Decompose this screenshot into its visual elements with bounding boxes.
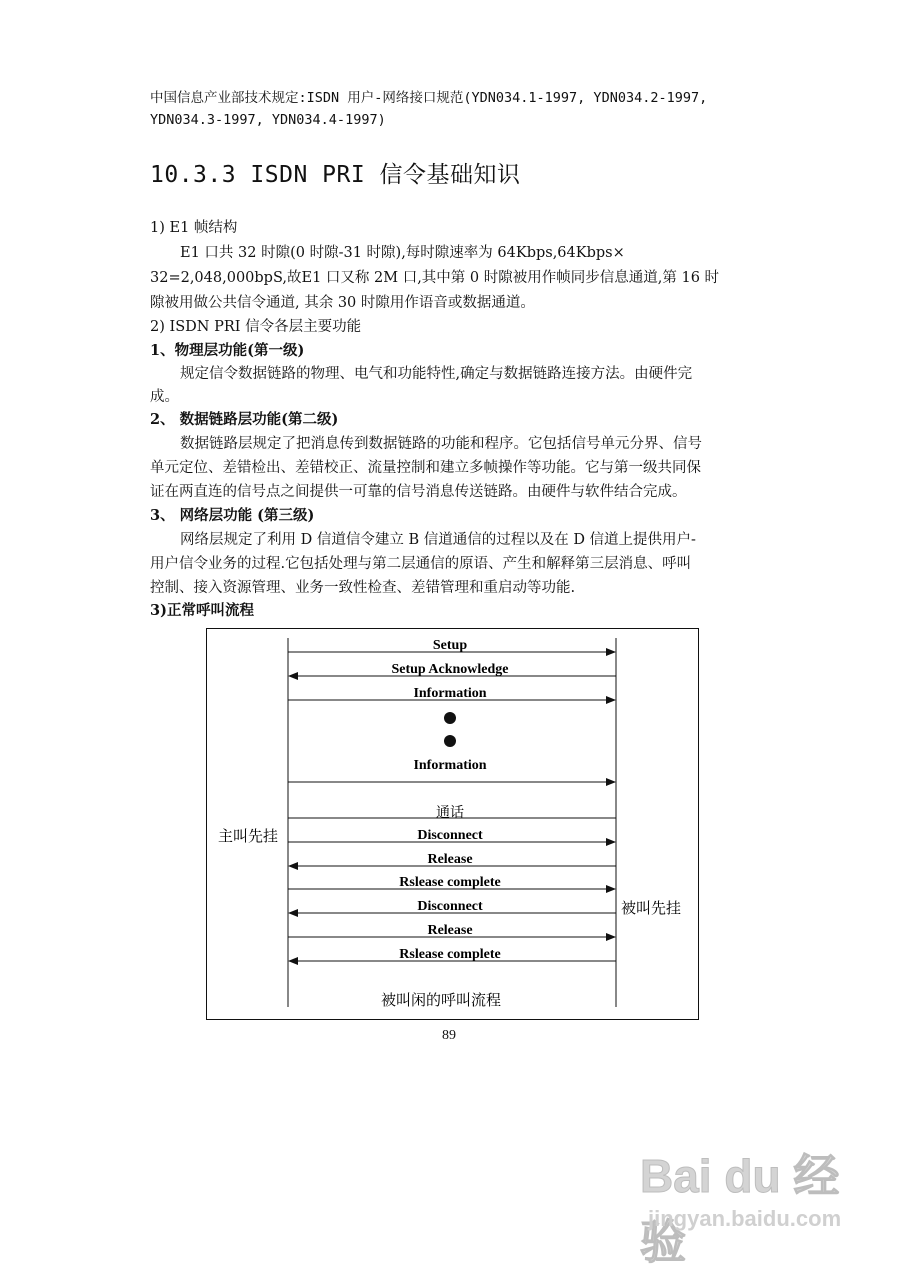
- message-label: Disconnect: [417, 828, 483, 843]
- network-layer-para-2: 用户信令业务的过程.它包括处理与第二层通信的原语、产生和解释第三层消息、呼叫: [150, 556, 692, 572]
- datalink-layer-para-1: 数据链路层规定了把消息传到数据链路的功能和程序。它包括信号单元分界、信号: [180, 436, 702, 452]
- physical-layer-para-1: 规定信令数据链路的物理、电气和功能特性,确定与数据链路连接方法。由硬件完: [180, 366, 693, 382]
- reference-line-2: YDN034.3-1997, YDN034.4-1997): [150, 112, 386, 128]
- baidu-jingyan-watermark: [640, 1140, 870, 1268]
- message-label: 通话: [436, 806, 464, 821]
- layers-heading: 2) ISDN PRI 信令各层主要功能: [150, 319, 362, 335]
- network-layer-para-1: 网络层规定了利用 D 信道信令建立 B 信道通信的过程以及在 D 信道上提供用户-: [180, 532, 696, 548]
- message-label: Rslease complete: [399, 875, 501, 890]
- network-layer-para-3: 控制、接入资源管理、业务一致性检查、差错管理和重启动等功能.: [150, 580, 576, 596]
- reference-line-1: 中国信息产业部技术规定:ISDN 用户-网络接口规范(YDN034.1-1997, YDN034.2-1997,: [150, 90, 708, 106]
- datalink-layer-para-3: 证在两直连的信号点之间提供一可靠的信号消息传送链路。由硬件与软件结合完成。: [150, 484, 687, 500]
- datalink-layer-para-2: 单元定位、差错检出、差错校正、流量控制和建立多帧操作等功能。它与第一级共同保: [150, 460, 701, 476]
- ellipsis-dot: [444, 735, 456, 747]
- e1-para-line-3: 隙被用做公共信令通道, 其余 30 时隙用作语音或数据通道。: [150, 295, 535, 311]
- message-label: Information: [413, 686, 487, 701]
- message-label: Release: [427, 923, 473, 938]
- message-label: Setup Acknowledge: [391, 662, 509, 677]
- watermark-url: jingyan.baidu.com: [648, 1206, 842, 1231]
- message-label: Rslease complete: [399, 947, 501, 962]
- network-layer-heading: 3、 网络层功能 (第三级): [150, 507, 315, 524]
- watermark-logo: Bai du 经验: [640, 1150, 840, 1268]
- physical-layer-heading: 1、物理层功能(第一级): [150, 342, 305, 359]
- message-label: Release: [427, 852, 473, 867]
- diagram-caption: 被叫闲的呼叫流程: [380, 993, 502, 1009]
- caller-hangs-up-label: 主叫先挂: [218, 829, 279, 845]
- message-label: Disconnect: [417, 899, 483, 914]
- page-number: 89: [442, 1028, 456, 1043]
- e1-para-line-1: E1 口共 32 时隙(0 时隙-31 时隙),每时隙速率为 64Kbps,64Kbps×: [180, 245, 625, 261]
- message-label: Setup: [432, 638, 468, 653]
- datalink-layer-heading: 2、 数据链路层功能(第二级): [150, 411, 339, 428]
- e1-heading: 1) E1 帧结构: [150, 220, 238, 236]
- callee-hangs-up-label: 被叫先挂: [621, 901, 682, 917]
- call-flow-heading: 3)正常呼叫流程: [150, 602, 254, 619]
- ellipsis-dot: [444, 712, 456, 724]
- section-title: 10.3.3 ISDN PRI 信令基础知识: [150, 162, 521, 188]
- e1-para-line-2: 32=2,048,000bpS,故E1 口又称 2M 口,其中第 0 时隙被用作帧同步信息通道,第 16 时: [150, 270, 720, 286]
- message-label: Information: [413, 758, 487, 773]
- physical-layer-para-2: 成。: [150, 389, 179, 405]
